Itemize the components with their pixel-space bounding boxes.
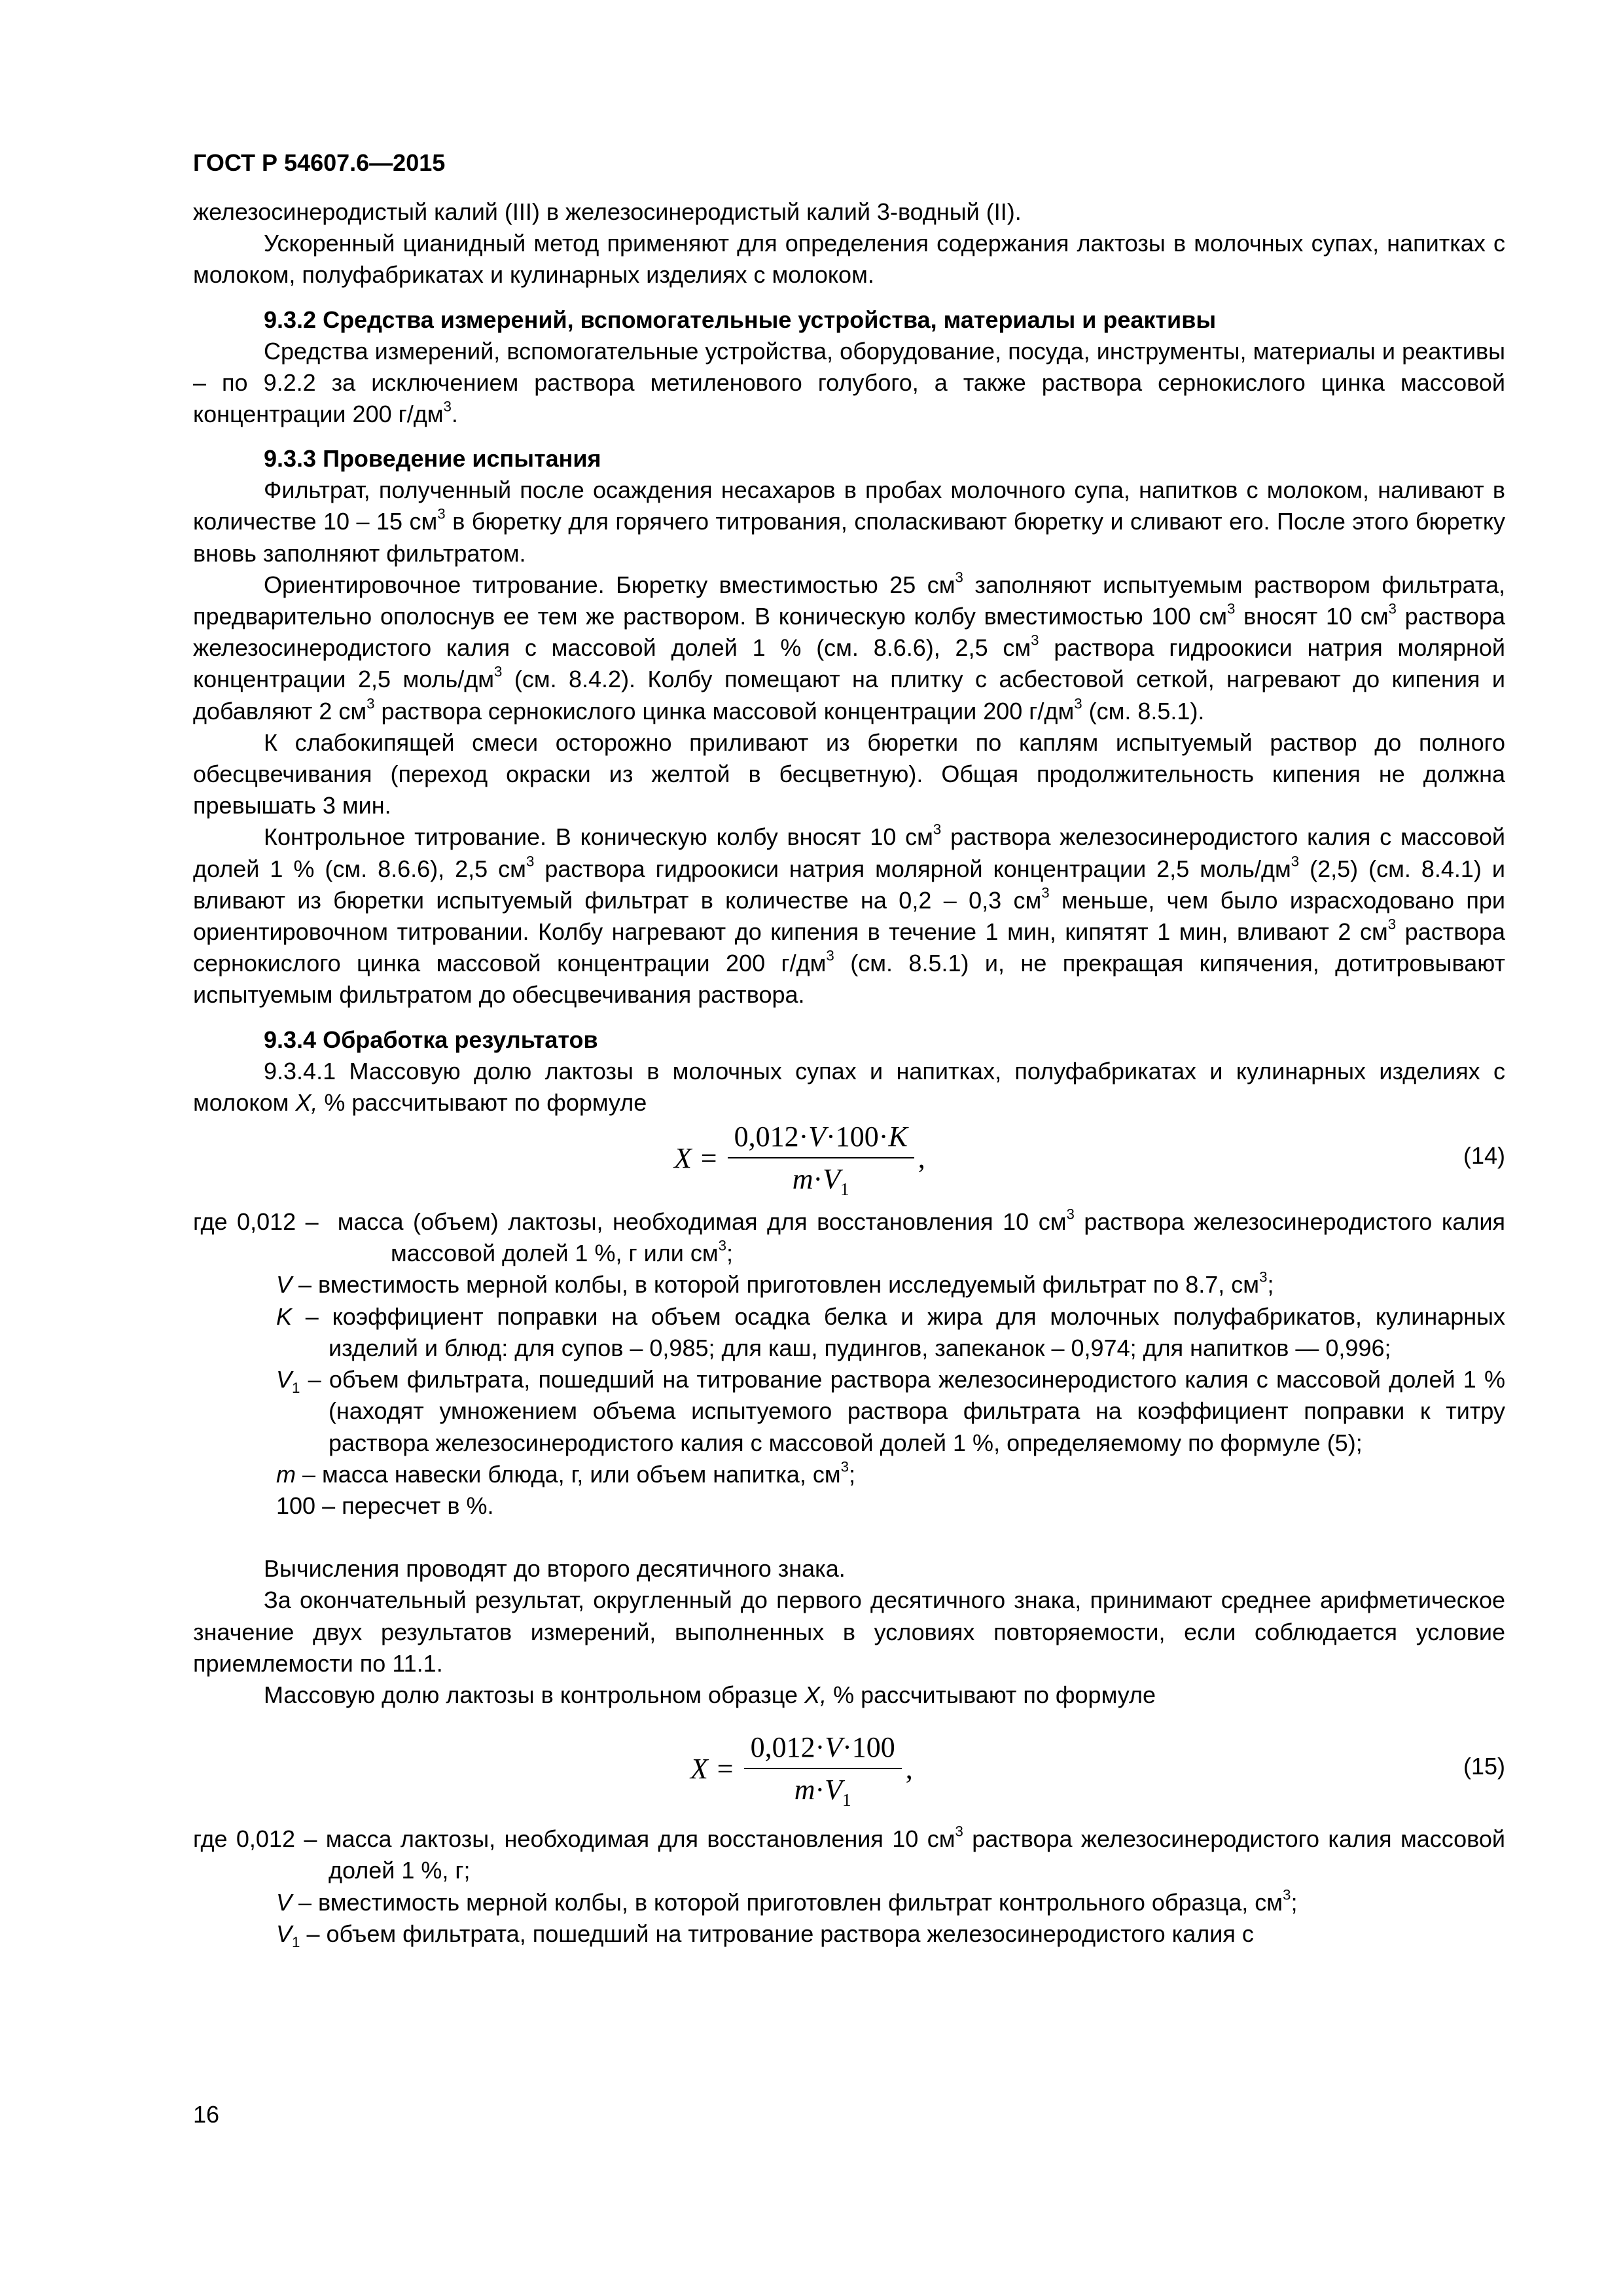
section-9-3-3-paragraph-3: К слабокипящей смеси осторожно приливают из бюретки по каплям испытуемый раствор до полного обесцвечивания (переход окраски из желтой в бесцветную). Общая продолжительность кипения не должна превышать 3 мин.: [193, 728, 1505, 819]
control-sample-text: Массовую долю лактозы в контрольном образце X, % рассчитывают по формуле: [264, 1681, 1156, 1708]
formula-14: X = $\frac{0,012\cdot V\cdot 100\cdot K}{m\cdot V_1}$ , (14): [674, 1121, 1505, 1199]
definition-100: 100 – пересчет в %.: [276, 1492, 494, 1519]
definition-m: m – масса навески блюда, г, или объем напитка, $см^3$;: [276, 1458, 856, 1488]
formula-15: X = $\frac{0,012\cdot V\cdot 100}{m\cdot V_1}$ , (15): [690, 1731, 1505, 1810]
definition-k: K – коэффициент поправки на объем осадка белка и жира для молочных полуфабрикатов, кулинарных изделий и блюд: для супов – 0,985; для каш, пудингов, запеканок – 0,974; для напитков — 0,996;: [276, 1302, 1505, 1361]
formula-14-lhs: X =: [674, 1141, 719, 1174]
formula-14-numerator: 0,012·V·100·K: [728, 1120, 914, 1158]
section-9-3-3-paragraph-4: Контрольное титрование. В коническую колбу вносят 10 $см^3$ раствора железосинеродистого калия с массовой долей 1 % (см. 8.6.6), 2,5 $см^3$ раствора гидроокиси натрия молярной концентрации 2,5 моль/$дм^3$ (2,5) (см. 8.4.1) и вливают из бюретки испытуемый фильтрат в количестве на 0,2 – 0,3 $см^3$ меньше, чем было израсходовано при ориентировочном титровании. Колбу нагревают до кипения в течение 1 мин, кипятят 1 мин, вливают 2 $см^3$ раствора сернокислого цинка массовой концентрации 200 $г/дм^3$ (см. 8.5.1) и, не прекращая кипячения, дотитровывают испытуемым фильтратом до обесцвечивания раствора.: [193, 821, 1506, 1009]
formula-15-denominator: $m\cdot V_1$: [794, 1774, 851, 1810]
page-number: 16: [193, 2101, 220, 2128]
definition-15-v1: $V_1$ – объем фильтрата, пошедший на титрование раствора железосинеродистого калия с: [276, 1920, 1254, 1950]
section-9-3-3-paragraph-2: Ориентировочное титрование. Бюретку вместимостью 25 $см^3$ заполняют испытуемым раствором фильтрата, предварительно ополоснув ее тем же раствором. В коническую колбу вместимостью 100 $см^3$ вносят 10 $см^3$ раствора железосинеродистого калия с массовой долей 1 % (см. 8.6.6), 2,5 $см^3$ раствора гидроокиси натрия молярной концентрации 2,5 моль/$дм^3$ (см. 8.4.2). Колбу помещают на плитку с асбестовой сеткой, нагревают до кипения и добавляют 2 $см^3$ раствора сернокислого цинка массовой концентрации 200 $г/дм^3$ (см. 8.5.1).: [193, 569, 1506, 725]
equation-number-15: (15): [1463, 1753, 1505, 1780]
section-9-3-2-title: 9.3.2 Средства измерений, вспомогательные устройства, материалы и реактивы: [264, 306, 1217, 333]
section-9-3-4-title: 9.3.4 Обработка результатов: [264, 1026, 598, 1053]
document-page: [193, 149, 1505, 1950]
equation-number-14: (14): [1463, 1142, 1505, 1170]
definition-15-v: V – вместимость мерной колбы, в которой приготовлен фильтрат контрольного образца, $см^3$;: [276, 1886, 1298, 1916]
final-result-note: За окончательный результат, округленный до первого десятичного знака, принимают среднее арифметическое значение двух результатов измерений, выполненных в условиях повторяемости, если соблюдается условие приемлемости по 11.1.: [193, 1587, 1505, 1677]
section-9-3-4-1-text: 9.3.4.1 Массовую долю лактозы в молочных супах и напитках, полуфабрикатах и кулинарных изделиях с молоком X, % рассчитывают по формуле: [193, 1057, 1505, 1116]
definition-0012: где 0,012 – масса (объем) лактозы, необходимая для восстановления 10 $см^3$ раствора железосинеродистого калия массовой долей 1 %, г или $см^3$;: [193, 1206, 1505, 1267]
formula-15-definitions: [193, 1823, 1505, 1950]
definition-15-0012: где 0,012 – масса лактозы, необходимая для восстановления 10 $см^3$ раствора железосинеродистого калия массовой долей 1 %, г;: [193, 1823, 1505, 1884]
section-9-3-3-paragraph-1: Фильтрат, полученный после осаждения несахаров в пробах молочного супа, напитков с молоком, наливают в количестве 10 – 15 $см^3$ в бюретку для горячего титрования, споласкивают бюретку и сливают его. После этого бюретку вновь заполняют фильтратом.: [193, 476, 1505, 567]
formula-15-lhs: X =: [690, 1752, 735, 1785]
formula-14-denominator: $m\cdot V_1$: [792, 1163, 849, 1199]
intro-paragraph: Ускоренный цианидный метод применяют для определения содержания лактозы в молочных супах, напитках с молоком, полуфабрикатах и кулинарных изделиях с молоком.: [193, 230, 1505, 289]
calculation-note: Вычисления проводят до второго десятичного знака.: [264, 1555, 846, 1583]
definition-v: V – вместимость мерной колбы, в которой приготовлен исследуемый фильтрат по 8.7, $см^3$;: [276, 1268, 1274, 1299]
formula-15-numerator: 0,012·V·100: [744, 1731, 902, 1769]
definition-v1: $V_1$ – объем фильтрата, пошедший на титрование раствора железосинеродистого калия с массовой долей 1 % (находят умножением объема испытуемого раствора фильтрата на коэффициент поправки к титру раствора железосинеродистого калия с массовой долей 1 %, определяемому по формуле (5);: [276, 1366, 1505, 1456]
section-9-3-3-title: 9.3.3 Проведение испытания: [264, 445, 601, 473]
standard-header: ГОСТ Р 54607.6—2015: [193, 149, 446, 176]
intro-line: железосинеродистый калий (III) в железосинеродистый калий 3-водный (II).: [193, 198, 1022, 225]
section-9-3-2-text: Средства измерений, вспомогательные устройства, оборудование, посуда, инструменты, материалы и реактивы – по 9.2.2 за исключением раствора метиленового голубого, а также раствора сернокислого цинка массовой концентрации 200 $г/дм^3$.: [193, 337, 1505, 428]
formula-14-definitions: [193, 1206, 1505, 1522]
